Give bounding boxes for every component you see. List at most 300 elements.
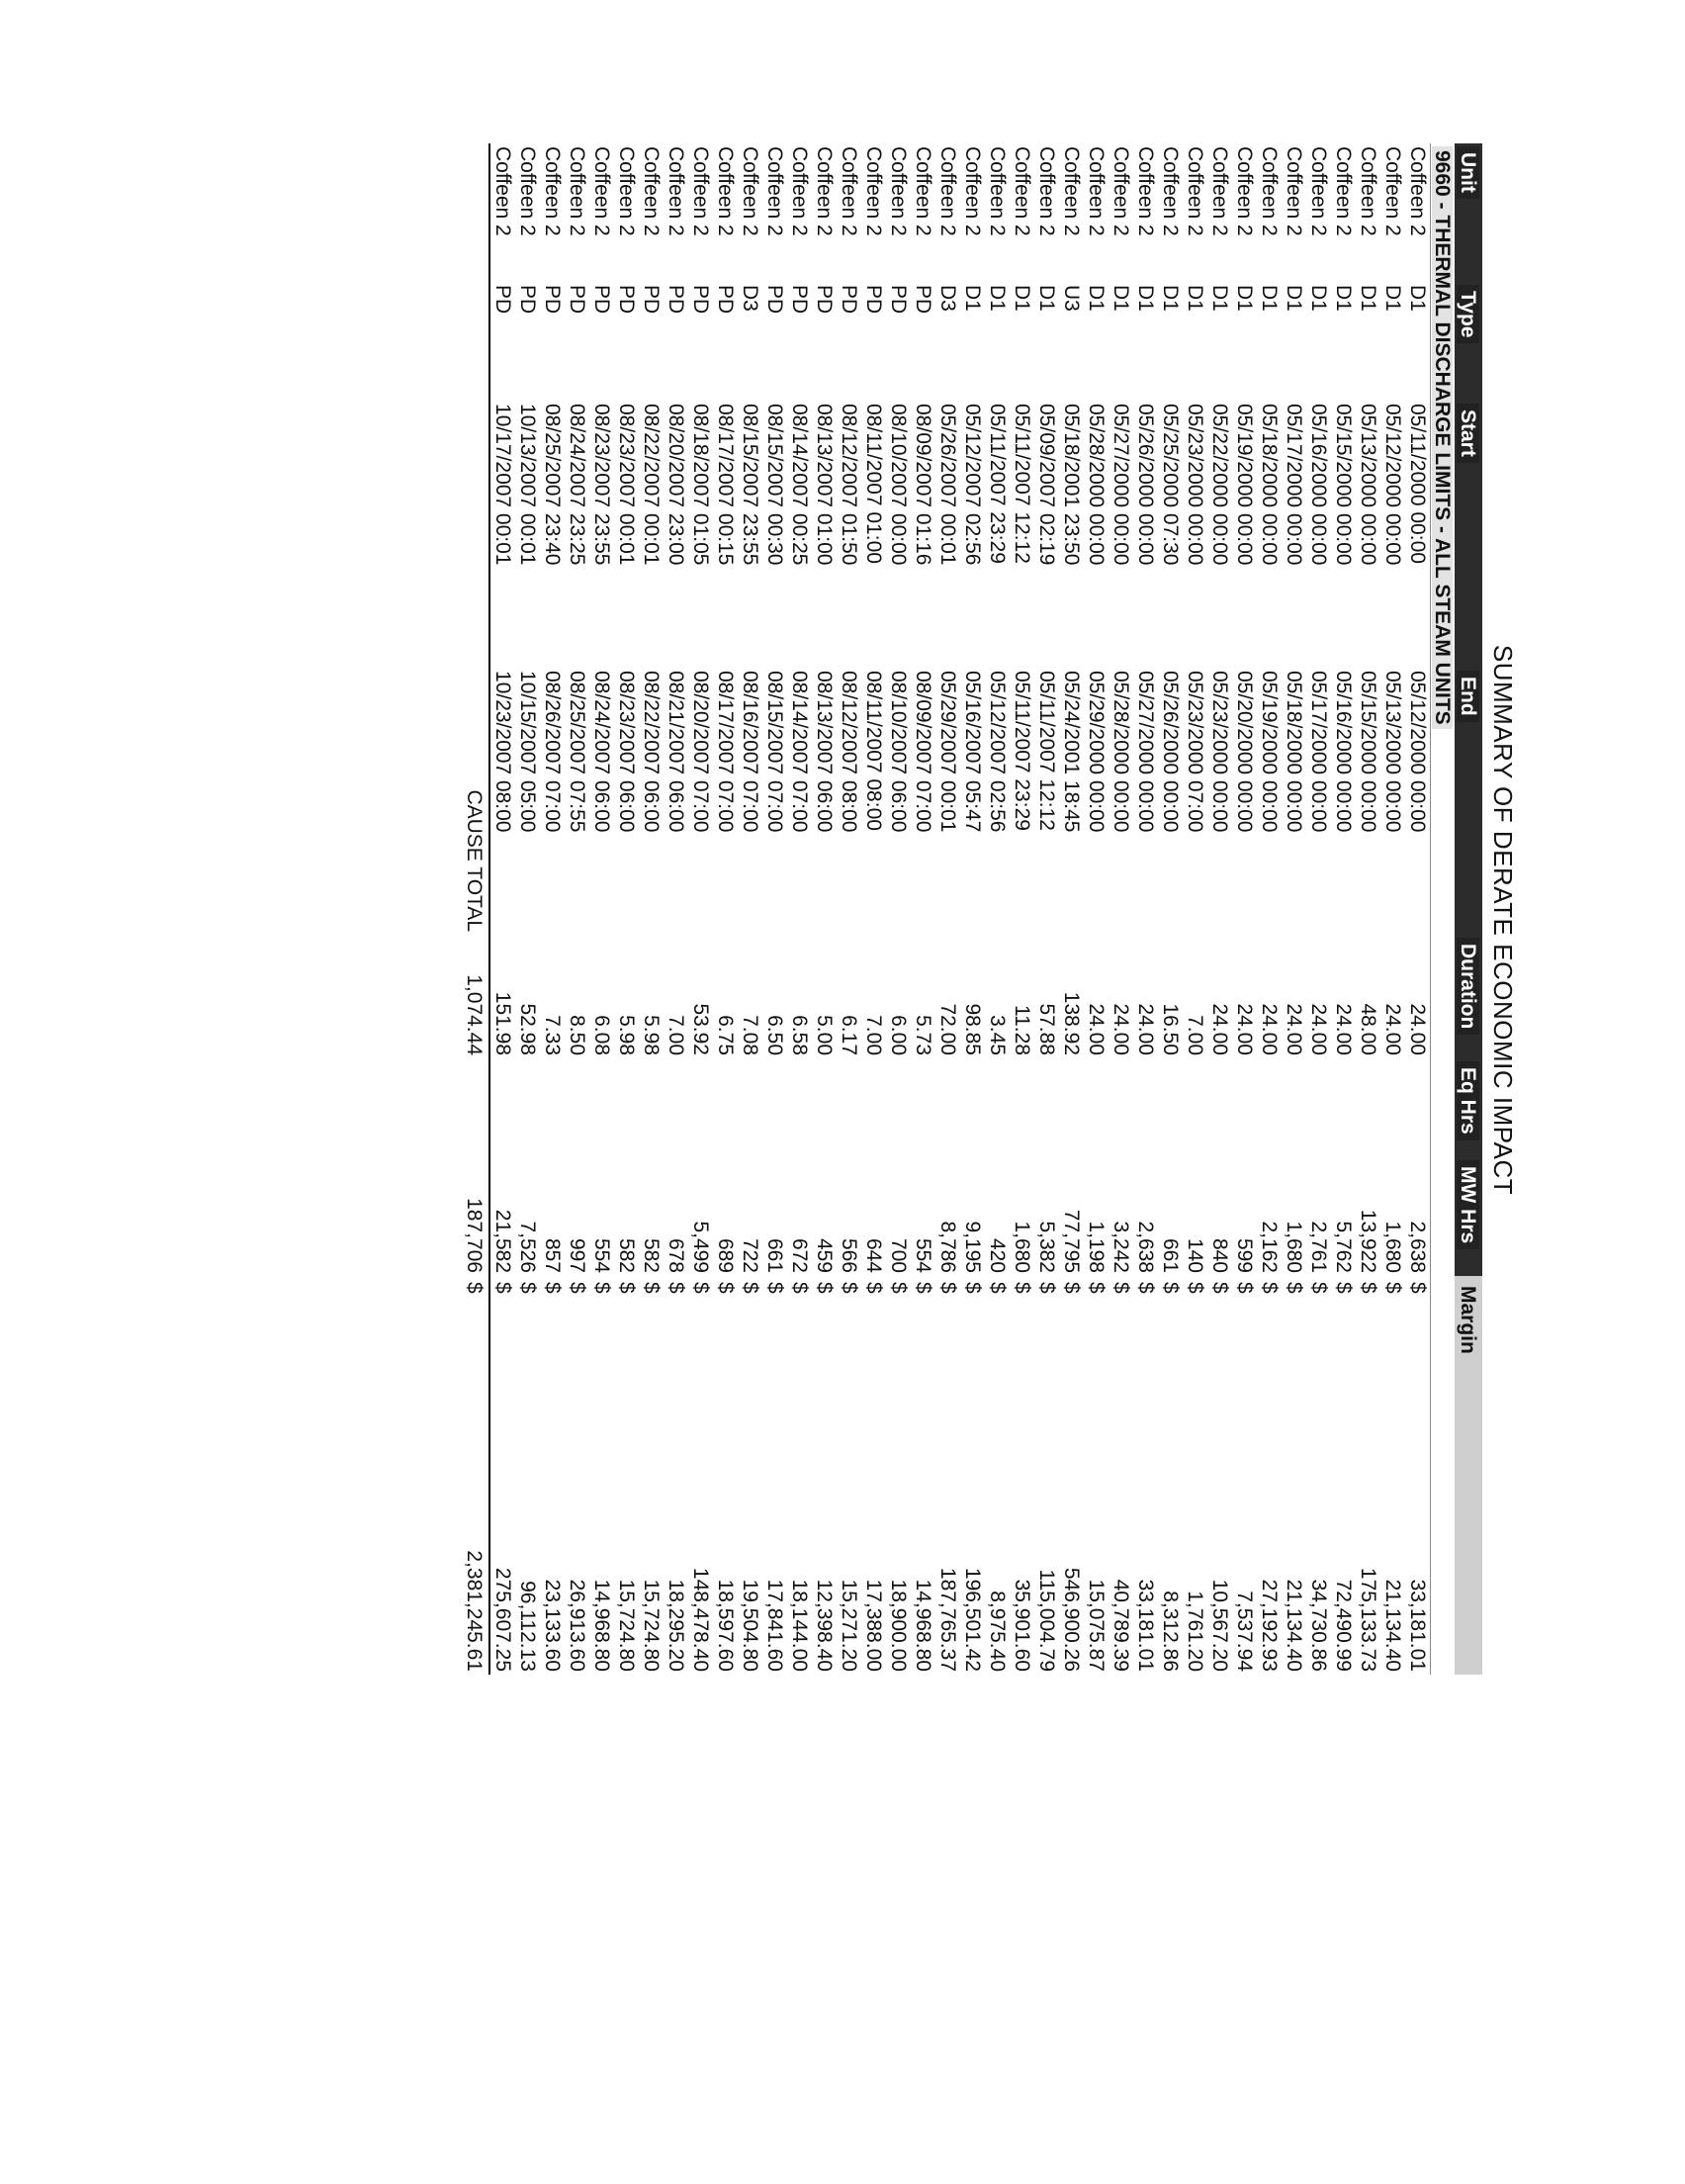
cell-eq-hrs bbox=[688, 1058, 713, 1157]
cell-duration: 7.08 bbox=[739, 1015, 761, 1055]
cell-eq-hrs bbox=[1034, 1058, 1059, 1157]
col-header-mw-hrs: MW Hrs bbox=[1455, 1157, 1482, 1276]
cell-duration: 5.73 bbox=[912, 1015, 934, 1055]
cell-type: D1 bbox=[1233, 285, 1256, 312]
cell-currency: $ bbox=[1159, 1282, 1182, 1294]
table-row bbox=[787, 143, 812, 1675]
table-row bbox=[589, 143, 614, 1675]
cell-end: 05/19/2000 00:00 bbox=[1258, 671, 1281, 833]
cell-unit: Coffeen 2 bbox=[1134, 146, 1157, 236]
cell-eq-hrs bbox=[985, 1058, 1010, 1157]
cell-mw-hrs: 3,242 bbox=[1109, 1221, 1132, 1273]
cell-eq-hrs bbox=[738, 1058, 762, 1157]
cell-duration: 138.92 bbox=[1060, 991, 1083, 1055]
table-row bbox=[861, 143, 886, 1675]
table-row bbox=[1010, 143, 1034, 1675]
cell-type: D3 bbox=[739, 285, 761, 312]
cell-mw-hrs: 661 bbox=[763, 1237, 786, 1273]
cell-mw-hrs: 1,680 bbox=[1011, 1221, 1033, 1273]
cell-margin: 15,075.87 bbox=[1085, 1579, 1108, 1672]
cell-end: 05/11/2007 12:12 bbox=[1035, 671, 1058, 831]
cell-currency: $ bbox=[665, 1282, 687, 1294]
cell-eq-hrs bbox=[1306, 1058, 1331, 1157]
cell-end: 05/27/2000 00:00 bbox=[1134, 671, 1157, 833]
cell-mw-hrs: 678 bbox=[665, 1237, 687, 1273]
cell-margin: 33,181.01 bbox=[1406, 1579, 1429, 1672]
cell-currency: $ bbox=[1258, 1282, 1281, 1294]
cell-eq-hrs bbox=[787, 1058, 812, 1157]
cell-mw-hrs: 459 bbox=[813, 1237, 836, 1273]
cell-eq-hrs bbox=[1331, 1058, 1356, 1157]
cell-eq-hrs bbox=[489, 1058, 515, 1157]
cell-margin: 14,968.80 bbox=[912, 1579, 934, 1672]
cell-end: 05/23/2000 00:00 bbox=[1208, 671, 1231, 833]
cell-type: D1 bbox=[1011, 285, 1033, 312]
cell-type: PD bbox=[590, 285, 613, 315]
cell-start: 08/09/2007 01:16 bbox=[912, 404, 934, 566]
cell-currency: $ bbox=[566, 1282, 588, 1294]
cell-margin: 72,490.99 bbox=[1332, 1579, 1355, 1672]
cell-mw-hrs: 5,382 bbox=[1035, 1221, 1058, 1273]
cell-duration: 24.00 bbox=[1134, 1003, 1157, 1055]
cell-start: 08/15/2007 00:30 bbox=[763, 404, 786, 566]
total-currency: $ bbox=[461, 1276, 489, 1311]
cell-end: 05/29/2000 00:00 bbox=[1085, 671, 1108, 833]
cell-type: PD bbox=[838, 285, 860, 315]
cell-end: 05/15/2000 00:00 bbox=[1357, 671, 1379, 833]
cell-end: 05/11/2007 23:29 bbox=[1011, 671, 1033, 831]
cell-end: 08/20/2007 07:00 bbox=[689, 671, 712, 833]
cell-unit: Coffeen 2 bbox=[961, 146, 984, 236]
cell-duration: 5.00 bbox=[813, 1015, 836, 1055]
cell-eq-hrs bbox=[1109, 1058, 1133, 1157]
cell-start: 05/27/2000 00:00 bbox=[1109, 404, 1132, 566]
derate-table bbox=[461, 143, 1482, 1675]
cell-margin: 15,724.80 bbox=[615, 1579, 638, 1672]
col-header-margin: Margin bbox=[1455, 1276, 1482, 1675]
cell-unit: Coffeen 2 bbox=[566, 146, 588, 236]
cell-unit: Coffeen 2 bbox=[1159, 146, 1182, 236]
cell-margin: 33,181.01 bbox=[1134, 1579, 1157, 1672]
cell-unit: Coffeen 2 bbox=[813, 146, 836, 236]
cell-duration: 8.50 bbox=[566, 1015, 588, 1055]
cell-mw-hrs: 672 bbox=[788, 1237, 811, 1273]
cell-type: PD bbox=[516, 285, 539, 315]
cell-end: 05/17/2000 00:00 bbox=[1307, 671, 1330, 833]
cell-mw-hrs: 1,680 bbox=[1381, 1221, 1404, 1273]
cell-currency: $ bbox=[516, 1282, 539, 1294]
cell-currency: $ bbox=[640, 1282, 663, 1294]
cell-start: 05/28/2000 00:00 bbox=[1085, 404, 1108, 566]
cell-eq-hrs bbox=[1207, 1058, 1232, 1157]
cell-unit: Coffeen 2 bbox=[1233, 146, 1256, 236]
cell-end: 08/17/2007 07:00 bbox=[714, 671, 737, 833]
cell-unit: Coffeen 2 bbox=[1035, 146, 1058, 236]
cell-start: 05/26/2000 00:00 bbox=[1134, 404, 1157, 566]
cell-start: 08/24/2007 23:25 bbox=[566, 404, 588, 566]
cell-eq-hrs bbox=[1282, 1058, 1306, 1157]
table-row bbox=[1331, 143, 1356, 1675]
cell-type: PD bbox=[541, 285, 564, 315]
cell-start: 05/11/2000 00:00 bbox=[1406, 404, 1429, 564]
cell-type: D1 bbox=[1134, 285, 1157, 312]
cell-start: 08/10/2007 00:00 bbox=[887, 404, 910, 566]
cell-mw-hrs: 1,680 bbox=[1283, 1221, 1305, 1273]
cell-start: 05/26/2007 00:01 bbox=[936, 404, 959, 566]
cell-start: 05/13/2000 00:00 bbox=[1357, 404, 1379, 566]
cell-type: D1 bbox=[1283, 285, 1305, 312]
cell-unit: Coffeen 2 bbox=[1357, 146, 1379, 236]
cell-currency: $ bbox=[615, 1282, 638, 1294]
cell-margin: 175,133.73 bbox=[1357, 1567, 1379, 1672]
cell-unit: Coffeen 2 bbox=[615, 146, 638, 236]
cell-currency: $ bbox=[1011, 1282, 1033, 1294]
table-row bbox=[639, 143, 664, 1675]
cell-currency: $ bbox=[1406, 1282, 1429, 1294]
cell-margin: 8,975.40 bbox=[986, 1591, 1009, 1672]
cell-start: 08/17/2007 00:15 bbox=[714, 404, 737, 566]
cell-type: PD bbox=[813, 285, 836, 315]
col-header-start: Start bbox=[1455, 401, 1482, 668]
cell-eq-hrs bbox=[1084, 1058, 1109, 1157]
cell-end: 08/26/2007 07:00 bbox=[541, 671, 564, 833]
cell-type: D1 bbox=[1085, 285, 1108, 312]
cell-duration: 24.00 bbox=[1283, 1003, 1305, 1055]
cell-margin: 148,478.40 bbox=[689, 1567, 712, 1672]
col-header-end: End bbox=[1455, 668, 1482, 935]
cell-eq-hrs bbox=[935, 1058, 960, 1157]
table-row bbox=[812, 143, 837, 1675]
cell-duration: 16.50 bbox=[1159, 1003, 1182, 1055]
table-row bbox=[837, 143, 861, 1675]
cell-mw-hrs: 661 bbox=[1159, 1237, 1182, 1273]
cell-margin: 18,144.00 bbox=[788, 1579, 811, 1672]
table-row bbox=[935, 143, 960, 1675]
table-row bbox=[1405, 143, 1431, 1675]
cell-start: 05/19/2000 00:00 bbox=[1233, 404, 1256, 566]
cell-duration: 48.00 bbox=[1357, 1003, 1379, 1055]
cell-currency: $ bbox=[862, 1282, 885, 1294]
total-margin: 2,381,245.61 bbox=[461, 1311, 489, 1675]
cell-unit: Coffeen 2 bbox=[640, 146, 663, 236]
cell-type: D1 bbox=[1357, 285, 1379, 312]
cell-end: 08/09/2007 07:00 bbox=[912, 671, 934, 833]
cell-duration: 24.00 bbox=[1109, 1003, 1132, 1055]
cell-unit: Coffeen 2 bbox=[1406, 146, 1429, 236]
cell-eq-hrs bbox=[1405, 1058, 1431, 1157]
cell-margin: 18,597.60 bbox=[714, 1579, 737, 1672]
total-mw-hrs: 187,706 bbox=[461, 1157, 489, 1276]
cell-currency: $ bbox=[1085, 1282, 1108, 1294]
cell-unit: Coffeen 2 bbox=[763, 146, 786, 236]
cell-mw-hrs: 420 bbox=[986, 1237, 1009, 1273]
cell-duration: 24.00 bbox=[1085, 1003, 1108, 1055]
cell-eq-hrs bbox=[1059, 1058, 1084, 1157]
cell-eq-hrs bbox=[639, 1058, 664, 1157]
cell-mw-hrs: 77,795 bbox=[1060, 1209, 1083, 1273]
cell-end: 05/26/2000 00:00 bbox=[1159, 671, 1182, 833]
table-row bbox=[688, 143, 713, 1675]
cell-end: 05/16/2000 00:00 bbox=[1332, 671, 1355, 833]
cell-currency: $ bbox=[714, 1282, 737, 1294]
cell-unit: Coffeen 2 bbox=[1060, 146, 1083, 236]
cell-end: 08/21/2007 06:00 bbox=[665, 671, 687, 833]
cell-mw-hrs: 599 bbox=[1233, 1237, 1256, 1273]
cell-mw-hrs: 1,198 bbox=[1085, 1221, 1108, 1273]
cell-mw-hrs: 997 bbox=[566, 1237, 588, 1273]
cell-start: 05/22/2000 00:00 bbox=[1208, 404, 1231, 566]
cell-type: D1 bbox=[1307, 285, 1330, 312]
cell-mw-hrs: 554 bbox=[912, 1237, 934, 1273]
cell-currency: $ bbox=[887, 1282, 910, 1294]
cell-mw-hrs: 5,762 bbox=[1332, 1221, 1355, 1273]
cell-duration: 7.33 bbox=[541, 1015, 564, 1055]
table-row bbox=[1207, 143, 1232, 1675]
table-row bbox=[614, 143, 639, 1675]
cell-eq-hrs bbox=[1232, 1058, 1257, 1157]
cell-start: 08/15/2007 23:55 bbox=[739, 404, 761, 566]
cell-eq-hrs bbox=[713, 1058, 738, 1157]
cell-start: 08/22/2007 00:01 bbox=[640, 404, 663, 566]
cell-unit: Coffeen 2 bbox=[1307, 146, 1330, 236]
cell-end: 08/10/2007 06:00 bbox=[887, 671, 910, 833]
cell-mw-hrs: 722 bbox=[739, 1237, 761, 1273]
table-row bbox=[1380, 143, 1405, 1675]
table-row bbox=[985, 143, 1010, 1675]
table-row bbox=[960, 143, 985, 1675]
table-row bbox=[664, 143, 688, 1675]
cell-start: 08/11/2007 01:00 bbox=[862, 404, 885, 564]
cell-end: 08/13/2007 06:00 bbox=[813, 671, 836, 833]
cell-unit: Coffeen 2 bbox=[1332, 146, 1355, 236]
col-header-type: Type bbox=[1455, 282, 1482, 401]
cell-duration: 24.00 bbox=[1208, 1003, 1231, 1055]
cell-type: PD bbox=[763, 285, 786, 315]
cell-type: PD bbox=[887, 285, 910, 315]
cell-type: PD bbox=[566, 285, 588, 315]
cell-type: D1 bbox=[1208, 285, 1231, 312]
cell-start: 08/14/2007 00:25 bbox=[788, 404, 811, 566]
cell-type: PD bbox=[788, 285, 811, 315]
cell-margin: 187,765.37 bbox=[936, 1567, 959, 1672]
cell-margin: 40,789.39 bbox=[1109, 1579, 1132, 1672]
cell-mw-hrs: 9,195 bbox=[961, 1221, 984, 1273]
cell-start: 05/11/2007 12:12 bbox=[1011, 404, 1033, 564]
cause-row bbox=[1431, 143, 1456, 1675]
cell-unit: Coffeen 2 bbox=[1258, 146, 1281, 236]
cell-margin: 17,841.60 bbox=[763, 1579, 786, 1672]
cell-margin: 115,004.79 bbox=[1035, 1569, 1058, 1672]
table-row bbox=[1306, 143, 1331, 1675]
cell-duration: 11.28 bbox=[1011, 1005, 1033, 1055]
cell-type: D1 bbox=[1381, 285, 1404, 312]
cell-unit: Coffeen 2 bbox=[590, 146, 613, 236]
table-row bbox=[911, 143, 935, 1675]
cell-duration: 98.85 bbox=[961, 1003, 984, 1055]
cell-end: 08/25/2007 07:55 bbox=[566, 671, 588, 833]
cell-type: PD bbox=[615, 285, 638, 315]
cell-start: 08/13/2007 01:00 bbox=[813, 404, 836, 566]
cell-duration: 6.17 bbox=[838, 1015, 860, 1055]
cell-margin: 10,567.20 bbox=[1208, 1579, 1231, 1672]
cell-eq-hrs bbox=[515, 1058, 540, 1157]
table-row bbox=[1356, 143, 1380, 1675]
cell-duration: 52.98 bbox=[516, 1003, 539, 1055]
total-row bbox=[461, 143, 489, 1675]
cell-margin: 18,900.00 bbox=[887, 1579, 910, 1672]
cell-unit: Coffeen 2 bbox=[1184, 146, 1206, 236]
col-header-duration: Duration bbox=[1455, 935, 1482, 1058]
cell-eq-hrs bbox=[1183, 1058, 1207, 1157]
table-row bbox=[565, 143, 589, 1675]
cell-mw-hrs: 840 bbox=[1208, 1237, 1231, 1273]
cell-start: 08/23/2007 00:01 bbox=[615, 404, 638, 566]
cell-duration: 5.98 bbox=[640, 1015, 663, 1055]
cell-unit: Coffeen 2 bbox=[1109, 146, 1132, 236]
cell-currency: $ bbox=[541, 1282, 564, 1294]
cell-margin: 15,271.20 bbox=[838, 1579, 860, 1672]
cell-end: 08/11/2007 08:00 bbox=[862, 671, 885, 831]
cell-duration: 5.98 bbox=[615, 1015, 638, 1055]
table-row bbox=[762, 143, 787, 1675]
cell-eq-hrs bbox=[614, 1058, 639, 1157]
cell-currency: $ bbox=[1134, 1282, 1157, 1294]
cell-unit: Coffeen 2 bbox=[714, 146, 737, 236]
cell-type: D1 bbox=[1159, 285, 1182, 312]
cell-duration: 6.00 bbox=[887, 1015, 910, 1055]
cell-currency: $ bbox=[1035, 1282, 1058, 1294]
cell-duration: 24.00 bbox=[1233, 1003, 1256, 1055]
table-row bbox=[886, 143, 911, 1675]
cell-currency: $ bbox=[763, 1282, 786, 1294]
cell-eq-hrs bbox=[664, 1058, 688, 1157]
table-body bbox=[489, 143, 1431, 1675]
cell-mw-hrs: 2,638 bbox=[1406, 1221, 1429, 1273]
table-row bbox=[540, 143, 565, 1675]
cell-currency: $ bbox=[1283, 1282, 1305, 1294]
header-row bbox=[1455, 143, 1482, 1675]
table-row bbox=[738, 143, 762, 1675]
cell-unit: Coffeen 2 bbox=[1283, 146, 1305, 236]
cell-end: 08/16/2007 07:00 bbox=[739, 671, 761, 833]
cell-end: 05/12/2007 02:56 bbox=[986, 671, 1009, 833]
cell-unit: Coffeen 2 bbox=[838, 146, 860, 236]
cell-unit: Coffeen 2 bbox=[516, 146, 539, 236]
cell-mw-hrs: 857 bbox=[541, 1237, 564, 1273]
cell-eq-hrs bbox=[1257, 1058, 1282, 1157]
cell-type: D1 bbox=[1184, 285, 1206, 312]
col-header-unit: Unit bbox=[1455, 143, 1482, 282]
cell-start: 05/09/2007 02:19 bbox=[1035, 404, 1058, 566]
cell-eq-hrs bbox=[812, 1058, 837, 1157]
table-row bbox=[1158, 143, 1183, 1675]
cell-margin: 14,968.80 bbox=[590, 1579, 613, 1672]
cell-end: 05/24/2001 18:45 bbox=[1060, 671, 1083, 833]
cell-end: 05/16/2007 05:47 bbox=[961, 671, 984, 833]
cell-margin: 35,901.60 bbox=[1011, 1579, 1033, 1672]
cell-start: 05/12/2007 02:56 bbox=[961, 404, 984, 566]
cell-unit: Coffeen 2 bbox=[887, 146, 910, 236]
cell-eq-hrs bbox=[1356, 1058, 1380, 1157]
cell-mw-hrs: 2,761 bbox=[1307, 1221, 1330, 1273]
cell-unit: Coffeen 2 bbox=[936, 146, 959, 236]
cell-currency: $ bbox=[1332, 1282, 1355, 1294]
cell-end: 08/22/2007 06:00 bbox=[640, 671, 663, 833]
total-eq-hrs bbox=[461, 1058, 489, 1157]
cell-currency: $ bbox=[936, 1282, 959, 1294]
table-row bbox=[1232, 143, 1257, 1675]
table-row bbox=[1109, 143, 1133, 1675]
table-row bbox=[1084, 143, 1109, 1675]
cell-duration: 24.00 bbox=[1307, 1003, 1330, 1055]
cell-start: 05/18/2000 00:00 bbox=[1258, 404, 1281, 566]
cell-eq-hrs bbox=[565, 1058, 589, 1157]
cell-margin: 34,730.86 bbox=[1307, 1579, 1330, 1672]
table-row bbox=[489, 143, 515, 1675]
cell-currency: $ bbox=[961, 1282, 984, 1294]
cell-start: 05/23/2000 00:00 bbox=[1184, 404, 1206, 566]
cell-unit: Coffeen 2 bbox=[986, 146, 1009, 236]
cell-unit: Coffeen 2 bbox=[1381, 146, 1404, 236]
cell-currency: $ bbox=[1357, 1282, 1379, 1294]
cell-mw-hrs: 554 bbox=[590, 1237, 613, 1273]
cell-currency: $ bbox=[1109, 1282, 1132, 1294]
cell-currency: $ bbox=[838, 1282, 860, 1294]
cell-end: 10/15/2007 05:00 bbox=[516, 671, 539, 833]
cell-eq-hrs bbox=[1158, 1058, 1183, 1157]
cell-type: D3 bbox=[936, 285, 959, 312]
cell-mw-hrs: 13,922 bbox=[1357, 1209, 1379, 1273]
cell-margin: 7,537.94 bbox=[1233, 1591, 1256, 1672]
cell-end: 05/20/2000 00:00 bbox=[1233, 671, 1256, 833]
cell-duration: 3.45 bbox=[986, 1015, 1009, 1055]
cell-eq-hrs bbox=[1133, 1058, 1158, 1157]
cell-currency: $ bbox=[1060, 1282, 1083, 1294]
cell-unit: Coffeen 2 bbox=[689, 146, 712, 236]
cell-end: 08/24/2007 06:00 bbox=[590, 671, 613, 833]
cell-eq-hrs bbox=[960, 1058, 985, 1157]
cell-margin: 27,192.93 bbox=[1258, 1579, 1281, 1672]
cell-mw-hrs: 700 bbox=[887, 1237, 910, 1273]
cell-mw-hrs: 8,786 bbox=[936, 1221, 959, 1273]
cell-type: PD bbox=[491, 285, 514, 315]
cell-margin: 17,388.00 bbox=[862, 1579, 885, 1672]
cell-eq-hrs bbox=[837, 1058, 861, 1157]
report-title: SUMMARY OF DERATE ECONOMIC IMPACT bbox=[1488, 644, 1518, 1196]
cell-unit: Coffeen 2 bbox=[739, 146, 761, 236]
cell-unit: Coffeen 2 bbox=[665, 146, 687, 236]
cell-currency: $ bbox=[1381, 1282, 1404, 1294]
cell-mw-hrs: 2,638 bbox=[1134, 1221, 1157, 1273]
cell-eq-hrs bbox=[886, 1058, 911, 1157]
cell-unit: Coffeen 2 bbox=[788, 146, 811, 236]
cell-mw-hrs: 644 bbox=[862, 1237, 885, 1273]
cell-mw-hrs: 566 bbox=[838, 1237, 860, 1273]
cell-duration: 72.00 bbox=[936, 1003, 959, 1055]
cell-mw-hrs: 689 bbox=[714, 1237, 737, 1273]
cell-margin: 275,607.25 bbox=[491, 1567, 514, 1672]
cell-type: D1 bbox=[961, 285, 984, 312]
cell-type: PD bbox=[640, 285, 663, 315]
report-sheet bbox=[173, 143, 1518, 1696]
cell-margin: 21,134.40 bbox=[1283, 1579, 1305, 1672]
cell-start: 05/11/2007 23:29 bbox=[986, 404, 1009, 564]
cell-duration: 53.92 bbox=[689, 1003, 712, 1055]
cell-start: 05/18/2001 23:50 bbox=[1060, 404, 1083, 566]
cell-margin: 18,295.20 bbox=[665, 1579, 687, 1672]
cell-duration: 6.50 bbox=[763, 1015, 786, 1055]
cell-end: 08/14/2007 07:00 bbox=[788, 671, 811, 833]
